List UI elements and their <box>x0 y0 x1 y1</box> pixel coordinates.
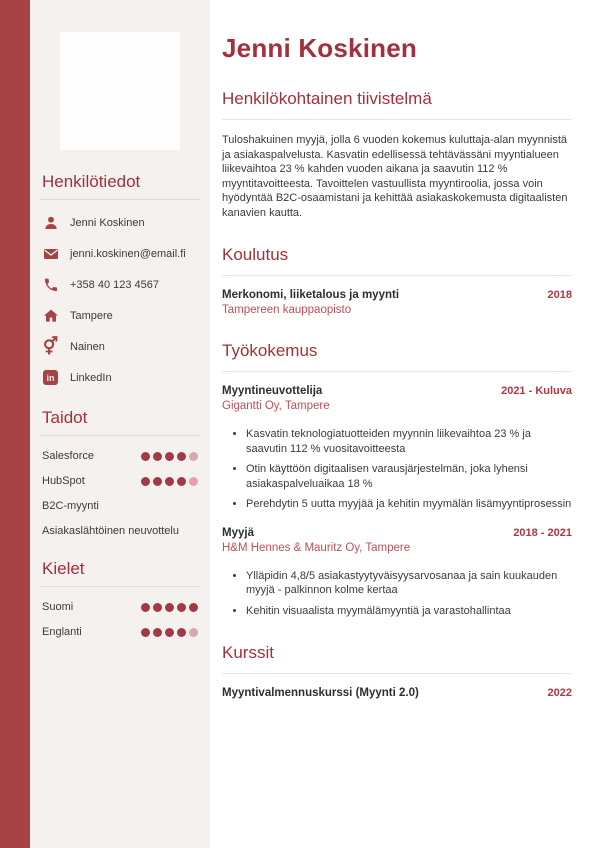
contact-text: Nainen <box>70 340 105 353</box>
gender-glyph: ⚥ <box>42 337 59 356</box>
experience-section <box>222 341 572 618</box>
dot-empty <box>189 477 198 486</box>
contact-text: Tampere <box>70 309 113 322</box>
bullet-item: • Ylläpidin 4,8/5 asiakastyytyväisyysarvosanaa ja sain kuukauden myyjä - palkinnon kolme kertaa <box>246 569 572 598</box>
divider <box>222 275 572 276</box>
linkedin-badge: in <box>43 370 58 385</box>
bullet-item: • Kasvatin teknologiatuotteiden myynnin liikevaihtoa 23 % ja saavutin 112 % vuositavoitteesta <box>246 427 572 456</box>
experience-entries <box>222 385 572 618</box>
person-icon <box>42 214 59 231</box>
dot-filled <box>165 603 174 612</box>
contact-item-person <box>42 214 198 231</box>
left-accent-stripe <box>0 0 30 848</box>
bullet-list <box>222 427 572 512</box>
dot-filled <box>177 477 186 486</box>
person-name: Jenni Koskinen <box>222 33 417 63</box>
contact-item-phone <box>42 276 198 293</box>
dot-filled <box>165 477 174 486</box>
entry-title: Merkonomi, liiketalous ja myynti <box>222 289 400 301</box>
contact-item-email[interactable] <box>42 245 198 262</box>
skill-item <box>42 475 198 487</box>
dot-empty <box>189 452 198 461</box>
contact-text: +358 40 123 4567 <box>70 278 160 291</box>
dot-filled <box>153 477 162 486</box>
dot-filled <box>141 452 150 461</box>
dot-filled <box>153 452 162 461</box>
entry-date: 2018 - 2021 <box>513 526 572 539</box>
education-entries <box>222 289 572 316</box>
entry-date: 2021 - Kuluva <box>501 385 572 397</box>
skill-item <box>42 450 198 462</box>
bullet-item: • Kehitin visuaalista myymälämyyntiä ja varastohallintaa <box>246 604 572 619</box>
entry-title: Myyntivalmennuskurssi (Myynti 2.0) <box>222 687 419 699</box>
courses-section <box>222 643 572 699</box>
contact-item-gender <box>42 338 198 355</box>
skills-list <box>40 450 200 537</box>
languages-section-title: Kielet <box>42 559 85 578</box>
dot-filled <box>153 628 162 637</box>
divider <box>40 435 200 436</box>
divider <box>222 119 572 120</box>
language-item <box>42 601 198 613</box>
contact-section-title: Henkilötiedot <box>42 172 141 191</box>
sidebar <box>30 0 210 848</box>
dot-filled <box>141 628 150 637</box>
education-entry <box>222 289 572 316</box>
courses-section-title: Kurssit <box>222 643 274 662</box>
dot-filled <box>165 452 174 461</box>
skill-item-label: Salesforce <box>42 450 94 462</box>
level-dots <box>141 477 198 486</box>
summary-text: Tuloshakuinen myyjä, jolla 6 vuoden kokemus kuluttaja-alan myynnistä ja asiakaspalvelusta. Kasvatin edellisessä tehtävässäni myyntialueen liikevaihtoa 23 % kahden vuoden aikana ja saavutin 112 % myyntitavoitteesta. Tavoittelen vastuullista myyntiroolia, jossa voin hyödyntää B2C-osaamistani ja kehittää asiakaskokemusta digitaalisten kanavien kautta. <box>222 134 568 219</box>
entry-subtitle: Tampereen kauppaopisto <box>222 304 352 316</box>
level-dots <box>141 603 198 612</box>
dot-filled <box>177 452 186 461</box>
experience-entry <box>222 527 572 619</box>
level-dots <box>141 628 198 637</box>
dot-filled <box>177 628 186 637</box>
dot-filled <box>165 628 174 637</box>
education-section-title: Koulutus <box>222 245 289 264</box>
entry-subtitle: H&M Hennes & Mauritz Oy, Tampere <box>222 541 411 554</box>
phone-icon <box>42 276 59 293</box>
contact-item-linkedin[interactable] <box>42 369 198 386</box>
home-icon <box>42 307 59 324</box>
contact-text: Jenni Koskinen <box>70 216 145 229</box>
dot-filled <box>153 603 162 612</box>
language-item <box>42 626 198 638</box>
entry-head <box>222 687 572 699</box>
divider <box>222 371 572 372</box>
contact-text: jenni.koskinen@email.fi <box>70 247 186 260</box>
entry-title: Myyntineuvottelija <box>222 385 323 397</box>
dot-filled <box>177 603 186 612</box>
entry-head <box>222 385 572 397</box>
gender-icon <box>42 338 59 355</box>
divider <box>40 199 200 200</box>
skill-item <box>42 500 198 512</box>
contact-item-home <box>42 307 198 324</box>
skills-section-title: Taidot <box>42 408 88 427</box>
divider <box>40 586 200 587</box>
skill-item-label: HubSpot <box>42 475 85 487</box>
summary-section <box>222 89 572 220</box>
bullet-item: • Otin käyttöön digitaalisen varausjärjestelmän, joka lyhensi asiakaspalveluaikaa 18 % <box>246 462 572 491</box>
entry-head <box>222 527 572 539</box>
course-entry <box>222 687 572 699</box>
dot-filled <box>141 603 150 612</box>
skill-item-label: B2C-myynti <box>42 500 99 512</box>
course-entries <box>222 687 572 699</box>
main-content <box>210 0 600 848</box>
dot-filled <box>141 477 150 486</box>
summary-section-title: Henkilökohtainen tiivistelmä <box>222 89 432 108</box>
dot-empty <box>189 628 198 637</box>
experience-entry <box>222 385 572 512</box>
entry-date: 2022 <box>547 687 572 699</box>
dot-filled <box>189 603 198 612</box>
entry-title: Myyjä <box>222 526 254 539</box>
experience-section-title: Työkokemus <box>222 341 318 360</box>
languages-list <box>40 601 200 638</box>
language-item-label: Suomi <box>42 601 74 613</box>
entry-date: 2018 <box>547 289 572 301</box>
divider <box>222 673 572 674</box>
entry-subtitle: Gigantti Oy, Tampere <box>222 400 330 412</box>
linkedin-icon <box>42 369 59 386</box>
profile-photo-placeholder <box>60 32 180 150</box>
email-icon <box>42 245 59 262</box>
contact-list <box>40 214 200 386</box>
bullet-item: • Perehdytin 5 uutta myyjää ja kehitin myymälän lisämyyntiprosessin <box>246 497 572 512</box>
contact-text: LinkedIn <box>70 371 112 384</box>
skill-item-label: Asiakaslähtöinen neuvottelu <box>42 525 179 537</box>
education-section <box>222 245 572 316</box>
skill-item <box>42 525 198 537</box>
entry-head <box>222 289 572 301</box>
bullet-list <box>222 569 572 619</box>
language-item-label: Englanti <box>42 626 82 638</box>
level-dots <box>141 452 198 461</box>
